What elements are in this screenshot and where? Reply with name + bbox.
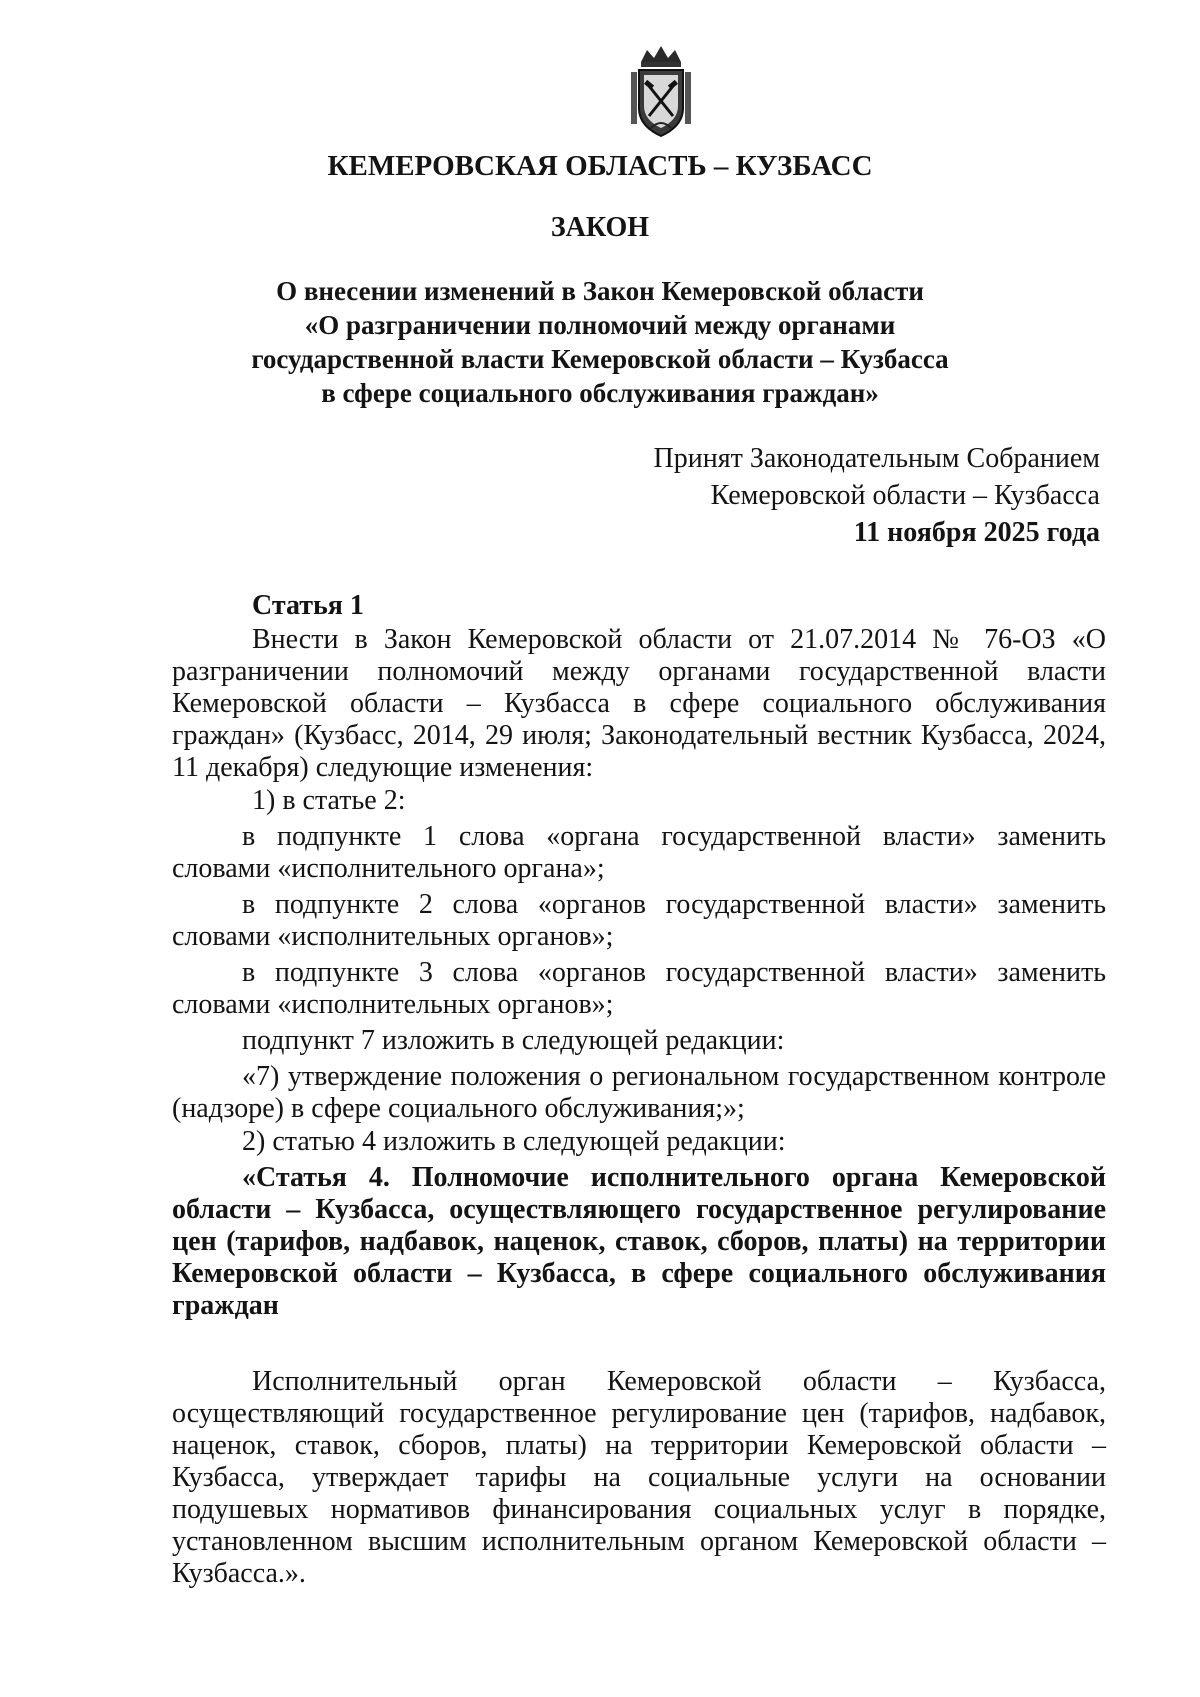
amendment-item: 1) в статье 2: xyxy=(252,785,406,816)
document-type: ЗАКОН xyxy=(550,212,650,243)
region-name: КЕМЕРОВСКАЯ ОБЛАСТЬ – КУЗБАСС xyxy=(327,150,873,182)
coat-of-arms-icon xyxy=(627,42,695,142)
amendment-subitem: в подпункте 1 слова «органа государственной власти» заменить словами «исполнительного органа»; xyxy=(172,821,1106,884)
adoption-line: Принят Законодательным Собранием xyxy=(653,443,1100,474)
amendment-quote: «7) утверждение положения о региональном государственном контроле (надзоре) в сфере социального обслуживания;»; xyxy=(172,1061,1106,1124)
article4-heading: «Статья 4. Полномочие исполнительного органа Кемеровской области – Кузбасса, осуществляющего государственное регулирование цен (тарифов, надбавок, наценок, ставок, сборов, платы) на территории Кемеровской области – Кузбасса, в сфере социального обслуживания граждан xyxy=(172,1162,1106,1321)
law-title-line: «О разграничении полномочий между органами xyxy=(304,310,896,340)
article-body xyxy=(172,590,1106,1590)
amendment-item: 2) статью 4 изложить в следующей редакции: xyxy=(242,1126,786,1157)
article-heading: Статья 1 xyxy=(252,590,364,621)
law-title-line: в сфере социального обслуживания граждан» xyxy=(321,378,879,408)
amendment-subitem: подпункт 7 изложить в следующей редакции: xyxy=(242,1025,785,1056)
law-title xyxy=(0,274,1200,410)
amendment-subitem: в подпункте 3 слова «органов государственной власти» заменить словами «исполнительных органов»; xyxy=(172,957,1106,1020)
law-title-line: государственной власти Кемеровской области – Кузбасса xyxy=(251,344,949,374)
adoption-block xyxy=(654,440,1100,551)
law-title-line: О внесении изменений в Закон Кемеровской области xyxy=(276,276,924,306)
adoption-line: Кемеровской области – Кузбасса xyxy=(710,480,1100,511)
article-intro: Внести в Закон Кемеровской области от 21.07.2014 № 76-ОЗ «О разграничении полномочий между органами государственной власти Кемеровской области – Кузбасса в сфере социального обслуживания граждан» (Кузбасс, 2014, 29 июля; Законодательный вестник Кузбасса, 2024, 11 декабря) следующие изменения: xyxy=(172,624,1106,783)
adoption-date: 11 ноября 2025 года xyxy=(853,517,1100,548)
article4-text: Исполнительный орган Кемеровской области – Кузбасса, осуществляющий государственное регулирование цен (тарифов, надбавок, наценок, ставок, сборов, платы) на территории Кемеровской области – Кузбасса, утверждает тарифы на социальные услуги на основании подушевых нормативов финансирования социальных услуг в порядке, установленном высшим исполнительным органом Кемеровской области – Кузбасса.». xyxy=(172,1366,1106,1589)
amendment-subitem: в подпункте 2 слова «органов государственной власти» заменить словами «исполнительных органов»; xyxy=(172,889,1106,952)
